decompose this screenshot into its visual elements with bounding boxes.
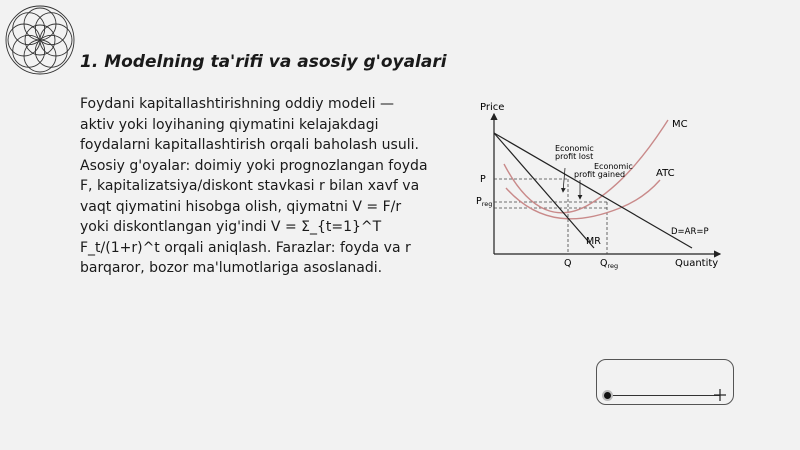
x-axis-label: Quantity [675,258,719,269]
plus-icon [714,389,726,401]
annotation-gained-line2: profit gained [574,170,626,179]
preg-label: $P_{reg}$ [476,196,493,208]
monopoly-regulation-diagram [470,96,740,276]
slide-title: 1. Modelning ta'rifi va asosiy g'oyalari [80,52,447,72]
annotation-gained-line1: Economic [594,162,633,171]
annotation-lost-line2: profit lost [555,152,594,161]
mr-label: MR [586,236,601,247]
decorative-rosette-logo [4,4,76,76]
atc-label: ATC [656,168,675,179]
slide-body-text: Foydani kapitallashtirishning oddiy modeli — aktiv yoki loyihaning qiymatini kelajakdagi foydalarni kapitallashtirish orqali baholash usuli. Asosiy g'oyalar: doimiy yoki prognozlangan foyda F, kapitalizatsiya/diskont stavkasi r bilan xavf va vaqt qiymatini hisobga olish, qiymatni V = F/r yoki diskontlangan yig'indi V = Σ_{t=1}^T F_t/(1+r)^t orqali aniqlash. Farazlar: foyda va r barqaror, bozor ma'lumotlariga asoslanadi. [80,96,428,276]
y-axis-label: Price [480,102,505,113]
slider-track[interactable] [607,395,720,396]
slider-handle-icon[interactable] [604,392,611,399]
timeline-slider[interactable] [596,359,734,405]
mc-label: MC [672,119,688,130]
arrow-profit-lost [563,168,565,192]
annotation-lost-line1: Economic [555,144,594,153]
qreg-label: $Q_{reg}$ [600,258,619,270]
q-label: Q [564,258,572,269]
demand-label: D=AR=P [671,227,709,237]
p-label: P [480,174,486,185]
mc-curve [504,120,668,213]
